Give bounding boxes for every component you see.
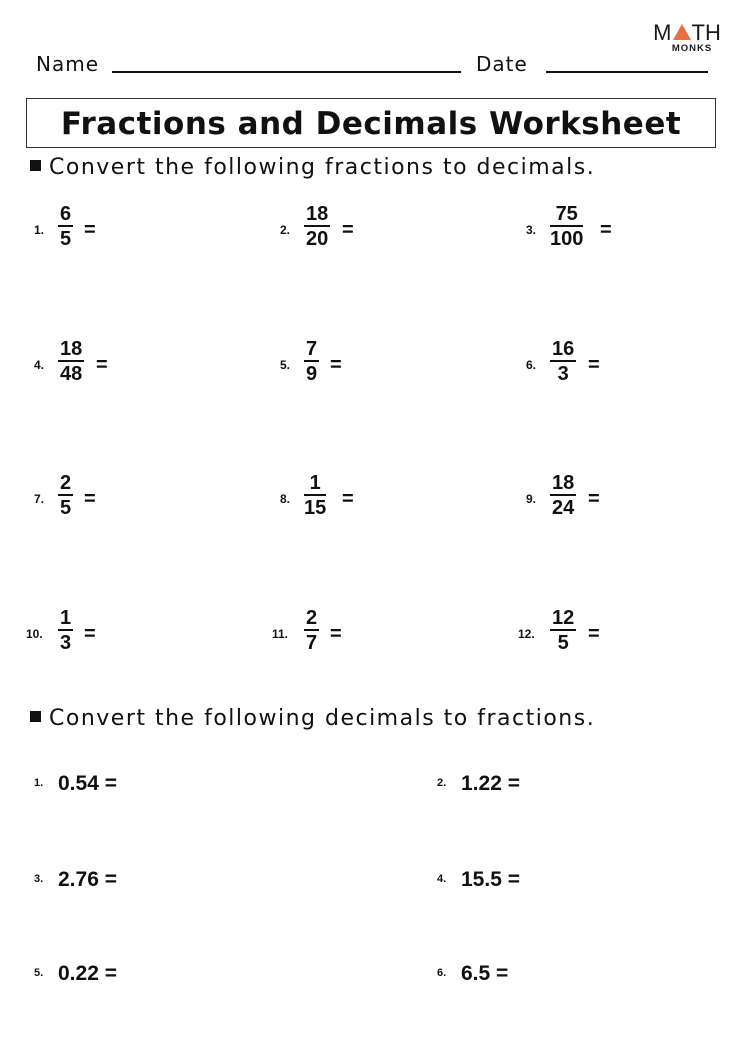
section2-heading bbox=[30, 706, 595, 731]
fraction bbox=[550, 203, 583, 251]
equals-sign: = bbox=[588, 354, 600, 376]
worksheet-title: Fractions and Decimals Worksheet bbox=[60, 106, 682, 142]
numerator: 6 bbox=[60, 203, 72, 225]
decimal-problem bbox=[437, 868, 520, 892]
logo-m: M bbox=[653, 20, 672, 45]
denominator: 5 bbox=[60, 497, 72, 519]
denominator: 5 bbox=[557, 632, 569, 654]
equals-sign: = bbox=[84, 219, 96, 241]
problem-number: 12. bbox=[518, 627, 535, 641]
denominator: 3 bbox=[557, 363, 569, 385]
math-monks-logo bbox=[652, 22, 722, 54]
problem-number: 8. bbox=[280, 492, 291, 506]
problem-number: 6. bbox=[437, 967, 447, 979]
equals-sign: = bbox=[342, 219, 354, 241]
decimal-problem bbox=[34, 772, 117, 796]
section2-heading-text: Convert the following decimals to fractions. bbox=[49, 706, 596, 731]
fraction bbox=[58, 203, 73, 251]
decimal-value: 0.54 = bbox=[58, 772, 117, 795]
problem-number: 4. bbox=[34, 358, 45, 372]
denominator: 20 bbox=[306, 228, 329, 250]
title-box bbox=[26, 98, 716, 148]
equals-sign: = bbox=[96, 354, 108, 376]
equals-sign: = bbox=[600, 219, 612, 241]
fraction bbox=[304, 203, 330, 251]
fraction bbox=[58, 472, 73, 520]
logo-subtitle: MONKS bbox=[671, 43, 713, 54]
equals-sign: = bbox=[330, 354, 342, 376]
equals-sign: = bbox=[330, 623, 342, 645]
decimal-value: 1.22 = bbox=[461, 772, 520, 795]
equals-sign: = bbox=[342, 488, 354, 510]
numerator: 7 bbox=[306, 338, 318, 360]
problem-number: 5. bbox=[280, 358, 291, 372]
numerator: 2 bbox=[306, 607, 318, 629]
problem-number: 1. bbox=[34, 223, 45, 237]
decimal-value: 0.22 = bbox=[58, 962, 117, 985]
fraction bbox=[550, 472, 576, 520]
numerator: 18 bbox=[552, 472, 575, 494]
denominator: 15 bbox=[304, 497, 327, 519]
decimal-value: 15.5 = bbox=[461, 868, 520, 891]
problem-number: 6. bbox=[526, 358, 537, 372]
problem-number: 10. bbox=[26, 627, 43, 641]
problem-number: 9. bbox=[526, 492, 537, 506]
logo-th: TH bbox=[691, 20, 721, 45]
fraction bbox=[304, 338, 319, 386]
equals-sign: = bbox=[588, 623, 600, 645]
equals-sign: = bbox=[84, 488, 96, 510]
decimal-problem bbox=[437, 962, 508, 986]
equals-sign: = bbox=[84, 623, 96, 645]
name-field-line[interactable] bbox=[112, 71, 461, 73]
numerator: 18 bbox=[60, 338, 83, 360]
decimal-problem bbox=[437, 772, 520, 796]
numerator: 12 bbox=[552, 607, 575, 629]
name-label: Name bbox=[36, 52, 100, 76]
decimal-problem bbox=[34, 962, 117, 986]
date-field-line[interactable] bbox=[546, 71, 708, 73]
problem-number: 2. bbox=[437, 777, 447, 789]
triangle-icon bbox=[673, 24, 691, 40]
equals-sign: = bbox=[588, 488, 600, 510]
fraction bbox=[58, 607, 73, 655]
square-bullet-icon bbox=[30, 711, 41, 722]
problem-number: 2. bbox=[280, 223, 291, 237]
problem-number: 3. bbox=[34, 873, 44, 885]
logo-wordmark bbox=[652, 22, 722, 44]
fraction bbox=[550, 338, 576, 386]
numerator: 16 bbox=[552, 338, 575, 360]
numerator: 18 bbox=[306, 203, 329, 225]
decimal-value: 6.5 = bbox=[461, 962, 509, 985]
problem-number: 3. bbox=[526, 223, 537, 237]
denominator: 100 bbox=[550, 228, 584, 250]
denominator: 5 bbox=[60, 228, 72, 250]
denominator: 48 bbox=[60, 363, 83, 385]
section1-heading bbox=[30, 155, 595, 180]
decimal-problem bbox=[34, 868, 117, 892]
denominator: 24 bbox=[552, 497, 575, 519]
date-label: Date bbox=[476, 52, 528, 76]
denominator: 7 bbox=[306, 632, 318, 654]
denominator: 3 bbox=[60, 632, 72, 654]
fraction bbox=[58, 338, 84, 386]
fraction bbox=[304, 607, 319, 655]
numerator: 2 bbox=[60, 472, 72, 494]
fraction bbox=[304, 472, 326, 520]
square-bullet-icon bbox=[30, 160, 41, 171]
problem-number: 5. bbox=[34, 967, 44, 979]
problem-number: 11. bbox=[272, 627, 289, 641]
problem-number: 1. bbox=[34, 777, 44, 789]
numerator: 1 bbox=[304, 472, 326, 496]
section1-heading-text: Convert the following fractions to decimals. bbox=[49, 155, 596, 180]
problem-number: 7. bbox=[34, 492, 45, 506]
decimal-value: 2.76 = bbox=[58, 868, 117, 891]
numerator: 1 bbox=[60, 607, 72, 629]
numerator: 75 bbox=[550, 203, 583, 227]
problem-number: 4. bbox=[437, 873, 447, 885]
denominator: 9 bbox=[306, 363, 318, 385]
fraction bbox=[550, 607, 576, 655]
